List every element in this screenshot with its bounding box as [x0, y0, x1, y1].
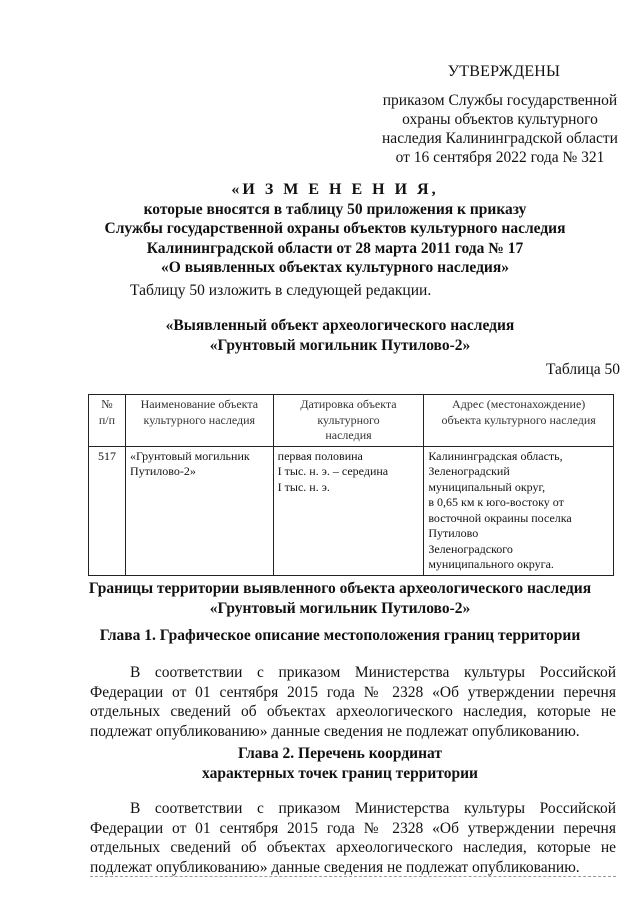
title-line: Службы государственной охраны объектов культурного наследия [104, 220, 566, 237]
cell-number: 517 [89, 446, 126, 575]
approval-line: наследия Калининградской области [382, 130, 618, 147]
header-name: Наименование объекта культурного наследия [125, 395, 273, 447]
chapter-1-heading: Глава 1. Графическое описание местоположения границ территории [99, 627, 581, 644]
object-title-line: «Выявленный объект археологического наследия [165, 317, 515, 334]
object-title [40, 316, 640, 355]
table-label: Таблица 50 [545, 361, 620, 378]
table-header-row [89, 395, 614, 447]
cell-name: «Грунтовый могильник Путилово-2» [125, 446, 273, 575]
title-line: Калининградской области от 28 марта 2011 года № 17 [146, 239, 524, 257]
heritage-table [88, 394, 614, 576]
approval-line: охраны объектов культурного [402, 111, 598, 128]
title-line: «О выявленных объектах культурного наследия» [161, 259, 509, 276]
object-title-line: «Грунтовый могильник Путилово-2» [209, 336, 471, 354]
approval-line: приказом Службы государственной [382, 92, 618, 109]
document-title [40, 180, 630, 278]
approval-line: от 16 сентября 2022 года № 321 [395, 149, 605, 166]
table-row [89, 446, 614, 575]
intro-text: Таблицу 50 изложить в следующей редакции. [130, 282, 432, 299]
cell-dating: первая половина I тыс. н. э. – середина I тыс. н. э. [273, 446, 424, 575]
chapter-2-paragraph: В соответствии с приказом Министерства культуры Российской Федерации от 01 сентября 2015 года № 2328 «Об утверждении перечня отдельных сведений об объектах археологического наследия, которые не подлежат опубликованию» данные сведения не подлежат опубликованию. [90, 800, 616, 876]
header-number: № п/п [89, 395, 126, 447]
chapter-2-heading: Глава 2. Перечень координат характерных точек границ территории [202, 745, 478, 782]
chapter-1-paragraph: В соответствии с приказом Министерства культуры Российской Федерации от 01 сентября 2015 года № 2328 «Об утверждении перечня отдельных сведений об объектах археологического наследия, которые не подлежат опубликованию» данные сведения не подлежат опубликованию. [90, 664, 616, 740]
cell-address: Калининградская область, Зеленоградский муниципальный округ, в 0,65 км к юго-востоку от восточной окраины поселка Путилово Зеленоградского муниципального округа. [424, 446, 614, 575]
header-address: Адрес (местонахождение) объекта культурного наследия [424, 395, 614, 447]
approval-heading: УТВЕРЖДЕНЫ [447, 63, 561, 80]
title-line: которые вносятся в таблицу 50 приложения к приказу [143, 200, 527, 218]
page-bottom-divider [90, 876, 616, 877]
borders-title: Границы территории выявленного объекта археологического наследия «Грунтовый могильник Путилово-2» [88, 580, 592, 617]
approval-stamp [370, 62, 630, 167]
title-line: «И З М Е Н Е Н И Я, [231, 181, 439, 198]
header-dating: Датировка объекта культурного наследия [273, 395, 424, 447]
